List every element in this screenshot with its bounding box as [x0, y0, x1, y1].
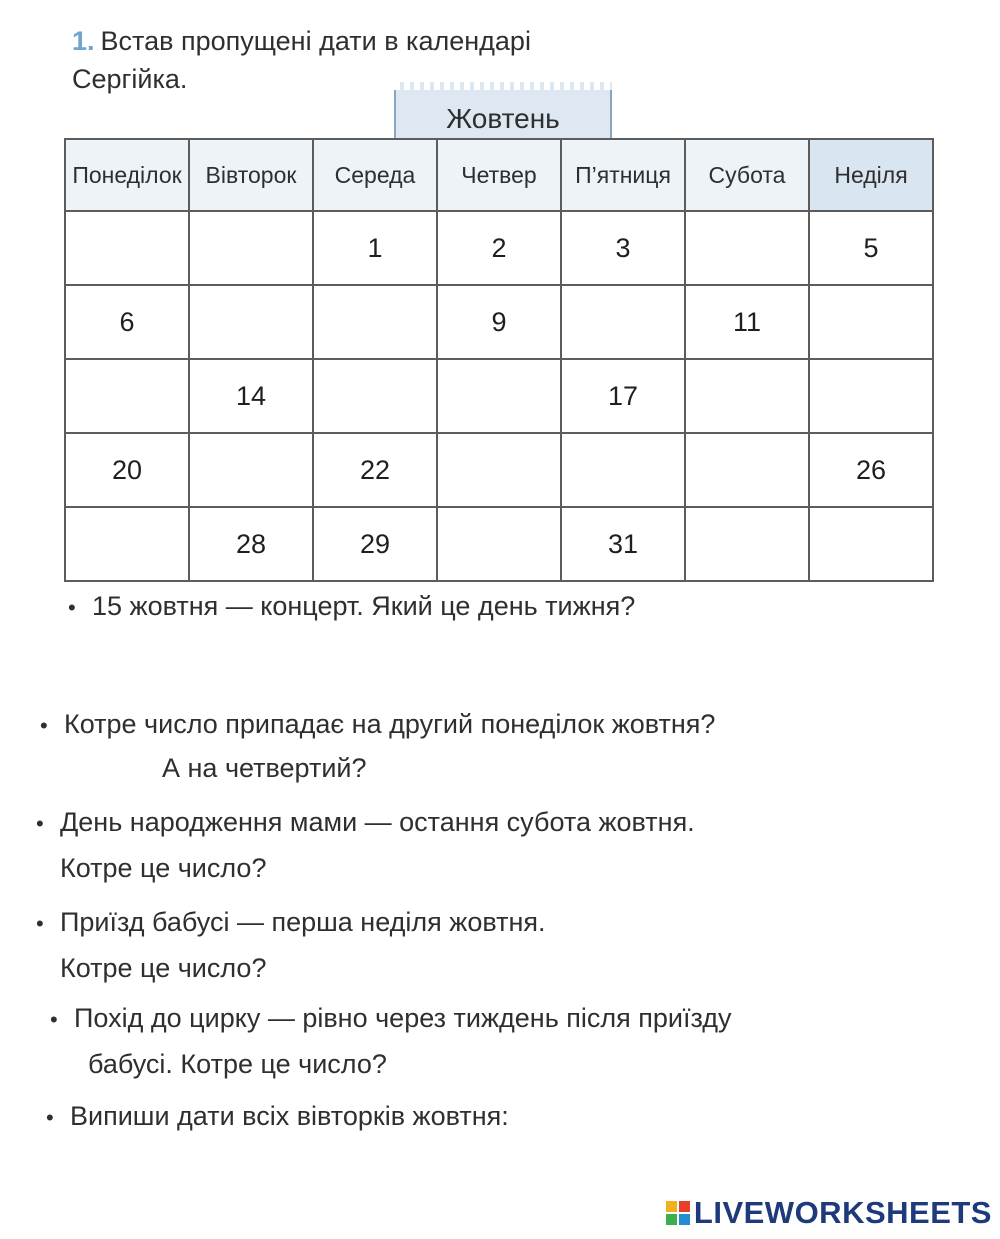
calendar-blank-cell[interactable] [809, 507, 933, 581]
calendar-date-cell: 28 [189, 507, 313, 581]
calendar-date-cell: 31 [561, 507, 685, 581]
weekday-sunday: Неділя [809, 139, 933, 211]
month-label: Жовтень [394, 86, 612, 142]
calendar-body [65, 211, 933, 581]
calendar-date-cell: 1 [313, 211, 437, 285]
calendar-blank-cell[interactable] [437, 507, 561, 581]
calendar-week-row [65, 359, 933, 433]
calendar-table [64, 138, 934, 582]
calendar-blank-cell[interactable] [437, 359, 561, 433]
calendar-date-cell: 11 [685, 285, 809, 359]
calendar-blank-cell[interactable] [189, 211, 313, 285]
calendar-blank-cell[interactable] [313, 285, 437, 359]
weekday-saturday: Субота [685, 139, 809, 211]
calendar-week-row [65, 433, 933, 507]
question-tuesdays: • Випиши дати всіх вівторків жовтня: [46, 1101, 509, 1131]
calendar-date-cell: 20 [65, 433, 189, 507]
calendar-blank-cell[interactable] [561, 285, 685, 359]
liveworksheets-logo-icon [666, 1201, 690, 1225]
weekday-tuesday: Вівторок [189, 139, 313, 211]
calendar-date-cell: 2 [437, 211, 561, 285]
calendar-blank-cell[interactable] [313, 359, 437, 433]
weekday-header-row [65, 139, 933, 211]
calendar-week-row [65, 507, 933, 581]
calendar-date-cell: 22 [313, 433, 437, 507]
calendar-date-cell: 26 [809, 433, 933, 507]
calendar-blank-cell[interactable] [189, 285, 313, 359]
weekday-thursday: Четвер [437, 139, 561, 211]
calendar-date-cell: 6 [65, 285, 189, 359]
question-second-monday: • Котре число припадає на другий понеділок жовтня? А на четвертий? [40, 709, 716, 783]
calendar-blank-cell[interactable] [65, 359, 189, 433]
question-circus: • Похід до цирку — рівно через тиждень після приїзду бабусі. Котре це число? [50, 1003, 732, 1079]
task-instruction-line1: Встав пропущені дати в календарі [100, 26, 531, 56]
calendar-date-cell: 17 [561, 359, 685, 433]
calendar-date-cell: 29 [313, 507, 437, 581]
question-grandma-arrival: • Приїзд бабусі — перша неділя жовтня. Котре це число? [36, 907, 546, 983]
calendar-blank-cell[interactable] [437, 433, 561, 507]
calendar-blank-cell[interactable] [189, 433, 313, 507]
weekday-friday: П’ятниця [561, 139, 685, 211]
calendar-date-cell: 3 [561, 211, 685, 285]
question-concert: • 15 жовтня — концерт. Який це день тижня? [68, 591, 636, 621]
liveworksheets-logo: LIVEWORKSHEETS [666, 1195, 992, 1231]
calendar-blank-cell[interactable] [809, 359, 933, 433]
calendar-blank-cell[interactable] [685, 359, 809, 433]
task-instruction-line2: Сергійка. [72, 64, 188, 94]
weekday-wednesday: Середа [313, 139, 437, 211]
calendar-week-row [65, 211, 933, 285]
calendar-blank-cell[interactable] [809, 285, 933, 359]
calendar-blank-cell[interactable] [561, 433, 685, 507]
calendar-date-cell: 14 [189, 359, 313, 433]
calendar-blank-cell[interactable] [685, 433, 809, 507]
calendar-week-row [65, 285, 933, 359]
calendar-blank-cell[interactable] [65, 211, 189, 285]
weekday-monday: Понеділок [65, 139, 189, 211]
calendar-date-cell: 9 [437, 285, 561, 359]
task-number: 1. [72, 26, 95, 56]
calendar-blank-cell[interactable] [685, 507, 809, 581]
calendar-date-cell: 5 [809, 211, 933, 285]
calendar-blank-cell[interactable] [65, 507, 189, 581]
calendar-blank-cell[interactable] [685, 211, 809, 285]
question-mom-birthday: • День народження мами — остання субота жовтня. Котре це число? [36, 807, 695, 883]
